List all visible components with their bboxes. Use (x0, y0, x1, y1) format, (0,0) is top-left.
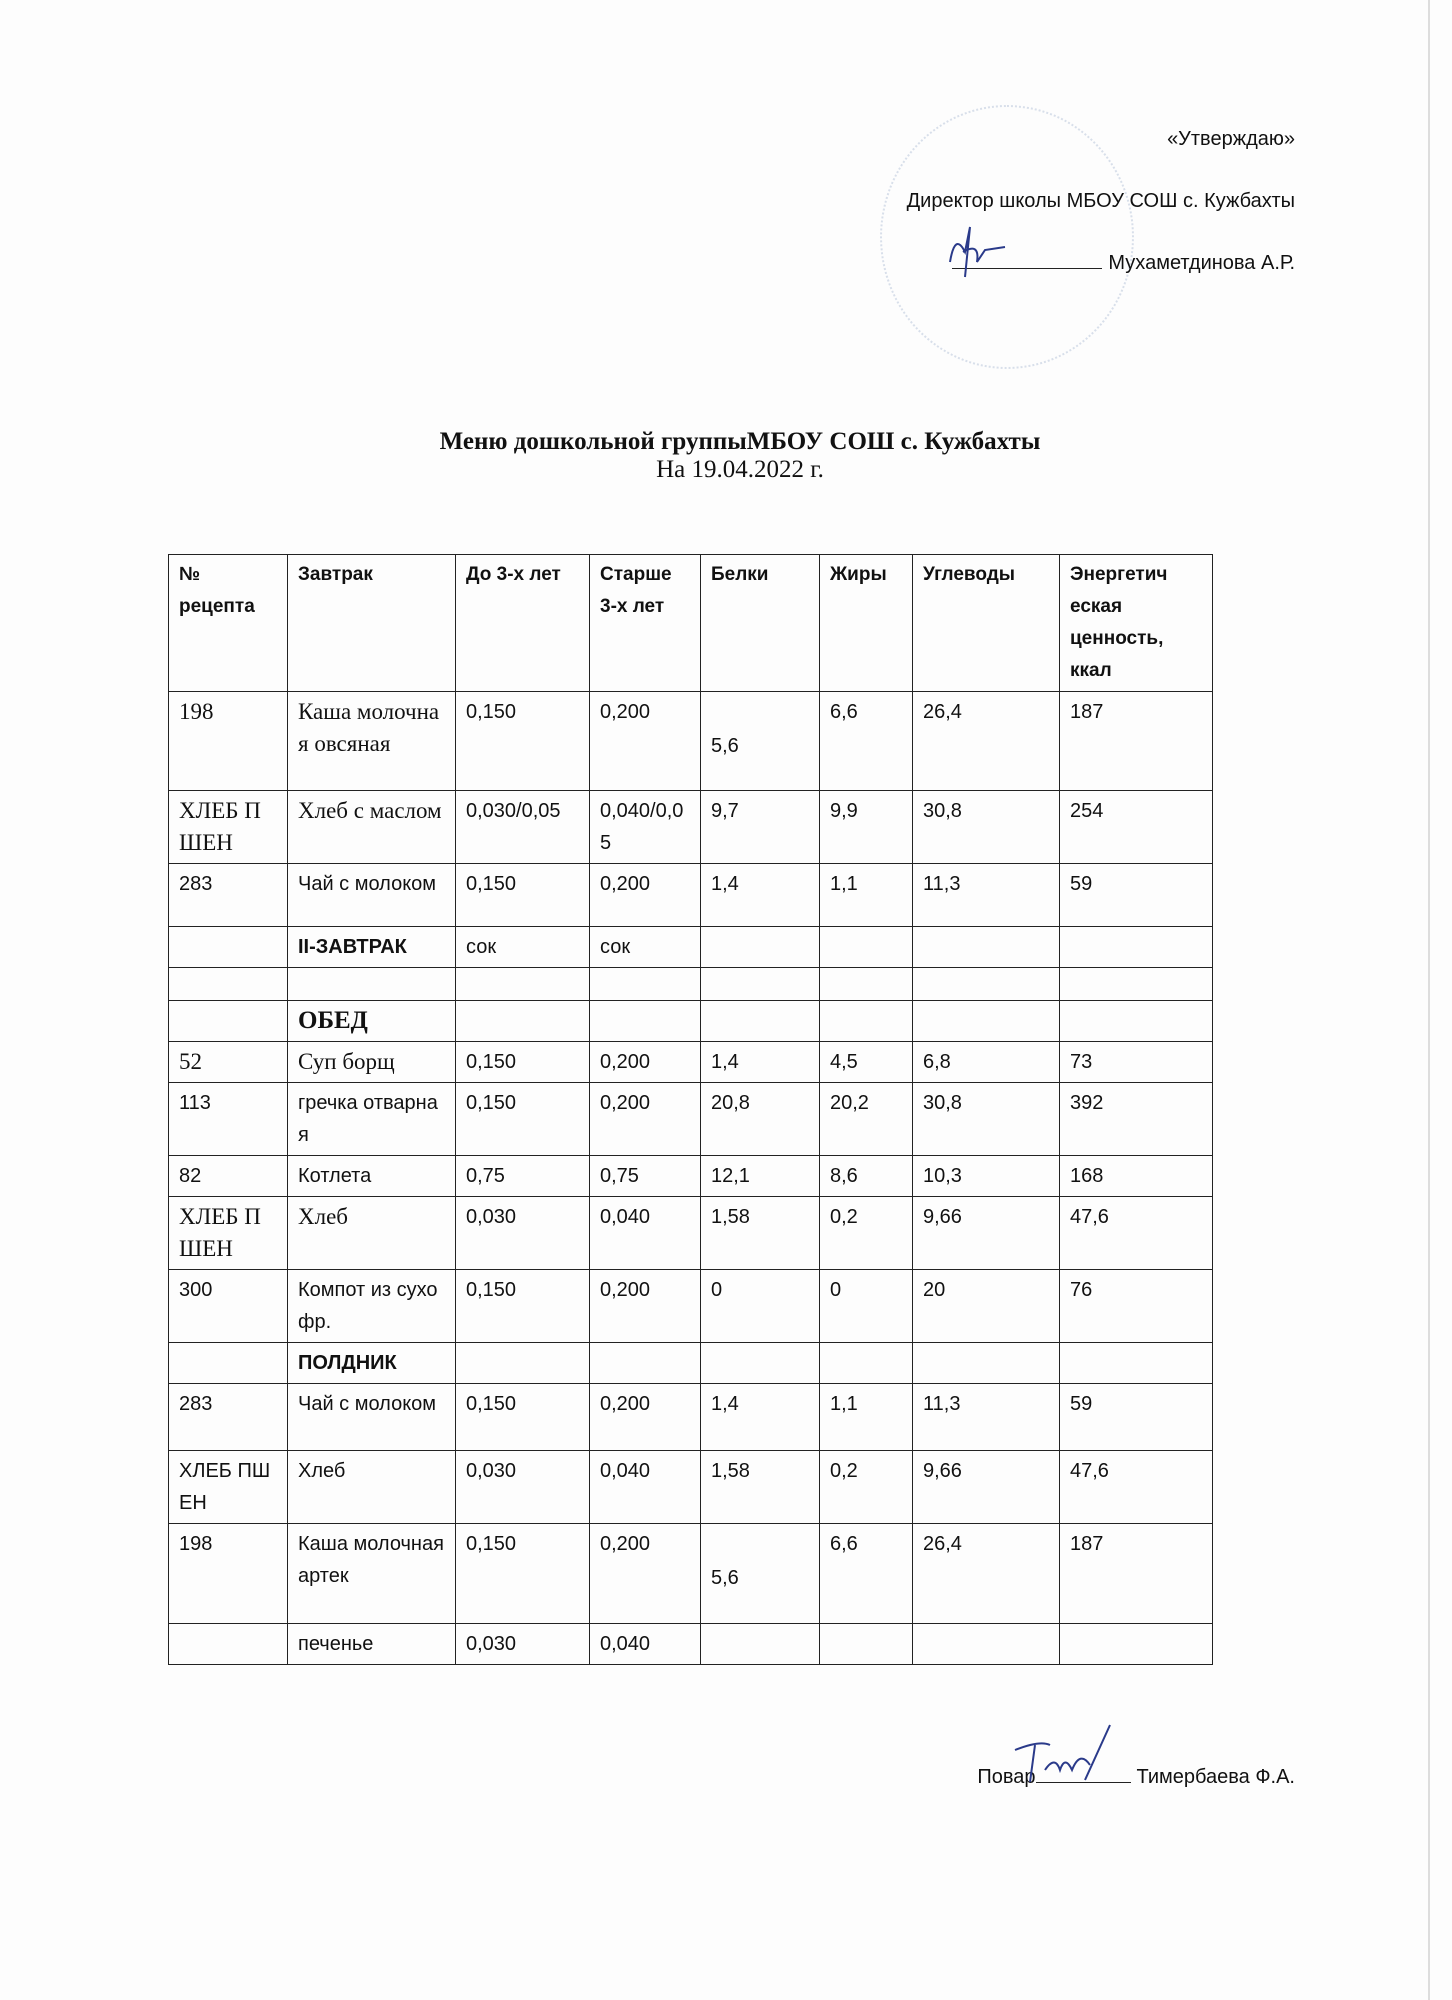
table-cell: 0,200 (590, 1270, 701, 1343)
table-cell (169, 1624, 288, 1665)
table-row (169, 927, 1213, 968)
table-cell: 0,2 (820, 1197, 913, 1270)
table-cell: Каша молочная овсяная (288, 692, 456, 791)
column-header: № рецепта (169, 555, 288, 692)
table-cell: ПОЛДНИК (288, 1343, 456, 1384)
table-cell: 20,8 (701, 1083, 820, 1156)
table-cell (1060, 1343, 1213, 1384)
table-cell: 0,2 (820, 1451, 913, 1524)
table-cell (169, 968, 288, 1001)
table-cell: 1,4 (701, 1042, 820, 1083)
table-cell: 0,150 (456, 1270, 590, 1343)
cook-signature (1010, 1720, 1120, 1790)
table-cell: 0,200 (590, 864, 701, 927)
table-cell: Каша молочная артек (288, 1524, 456, 1624)
table-cell (701, 1343, 820, 1384)
table-cell: 0,75 (590, 1156, 701, 1197)
column-header: Энергетич еская ценность, ккал (1060, 555, 1213, 692)
table-cell: 9,7 (701, 791, 820, 864)
table-row (169, 968, 1213, 1001)
table-cell (1060, 1624, 1213, 1665)
table-cell: 0,200 (590, 692, 701, 791)
table-cell: 20 (913, 1270, 1060, 1343)
table-cell (288, 968, 456, 1001)
table-cell: 283 (169, 864, 288, 927)
table-cell: 0,030 (456, 1197, 590, 1270)
table-cell (456, 968, 590, 1001)
table-cell: 168 (1060, 1156, 1213, 1197)
table-row (169, 864, 1213, 927)
table-cell: 0,150 (456, 1384, 590, 1451)
table-cell: 0,150 (456, 692, 590, 791)
table-cell (1060, 927, 1213, 968)
table-cell: 6,6 (820, 692, 913, 791)
table-cell: 0,150 (456, 1083, 590, 1156)
menu-heading: Меню дошкольной группыМБОУ СОШ с. Кужбахты (439, 428, 1041, 455)
table-cell: 0,030 (456, 1451, 590, 1524)
table-cell: 0,150 (456, 864, 590, 927)
cook-name: Тимербаева Ф.А. (1136, 1766, 1295, 1788)
table-cell: 6,6 (820, 1524, 913, 1624)
table-cell: 392 (1060, 1083, 1213, 1156)
table-cell: 11,3 (913, 1384, 1060, 1451)
table-cell: 1,1 (820, 1384, 913, 1451)
table-row (169, 1197, 1213, 1270)
table-row (169, 1343, 1213, 1384)
table-cell: 9,66 (913, 1451, 1060, 1524)
table-cell: 82 (169, 1156, 288, 1197)
table-cell: 59 (1060, 864, 1213, 927)
table-cell (701, 1624, 820, 1665)
table-cell: 0 (820, 1270, 913, 1343)
table-cell: 47,6 (1060, 1451, 1213, 1524)
table-cell (701, 968, 820, 1001)
table-cell: 73 (1060, 1042, 1213, 1083)
table-cell (820, 1001, 913, 1042)
table-cell: 187 (1060, 692, 1213, 791)
table-cell: Хлеб (288, 1197, 456, 1270)
menu-table (168, 554, 1213, 1665)
table-row (169, 1042, 1213, 1083)
table-cell: 254 (1060, 791, 1213, 864)
table-cell: сок (590, 927, 701, 968)
approval-label: «Утверждаю» (1167, 128, 1295, 150)
table-cell (169, 1343, 288, 1384)
table-cell: 26,4 (913, 1524, 1060, 1624)
approval-name: Мухаметдинова А.Р. (1108, 252, 1295, 274)
table-cell (913, 927, 1060, 968)
table-cell (913, 1343, 1060, 1384)
table-cell: 198 (169, 1524, 288, 1624)
table-cell: 4,5 (820, 1042, 913, 1083)
table-cell: II-ЗАВТРАК (288, 927, 456, 968)
table-cell (590, 1343, 701, 1384)
table-cell (1060, 1001, 1213, 1042)
table-cell (456, 1343, 590, 1384)
table-row (169, 1001, 1213, 1042)
table-cell: 5,6 (701, 1524, 820, 1624)
table-cell (590, 1001, 701, 1042)
table-cell (913, 1001, 1060, 1042)
table-cell: 0,040 (590, 1451, 701, 1524)
scan-edge (1428, 0, 1430, 2000)
cook-label: Повар (977, 1766, 1036, 1788)
table-cell: 20,2 (820, 1083, 913, 1156)
table-cell: 0,200 (590, 1384, 701, 1451)
table-cell: Чай с молоком (288, 864, 456, 927)
table-cell: печенье (288, 1624, 456, 1665)
table-cell (169, 927, 288, 968)
table-cell: Суп борщ (288, 1042, 456, 1083)
table-cell: 9,66 (913, 1197, 1060, 1270)
table-row (169, 1384, 1213, 1451)
column-header: До 3-х лет (456, 555, 590, 692)
table-cell: 30,8 (913, 791, 1060, 864)
table-cell: ХЛЕБ ПШЕН (169, 791, 288, 864)
table-cell: 76 (1060, 1270, 1213, 1343)
table-cell: 0,200 (590, 1083, 701, 1156)
table-cell: 0,040 (590, 1624, 701, 1665)
table-cell (913, 1624, 1060, 1665)
table-cell (701, 927, 820, 968)
table-cell: 52 (169, 1042, 288, 1083)
table-cell: 1,1 (820, 864, 913, 927)
table-row (169, 1451, 1213, 1524)
table-cell: 0 (701, 1270, 820, 1343)
table-cell: 0,150 (456, 1524, 590, 1624)
director-signature (935, 222, 1015, 282)
table-cell: ХЛЕБ ПШЕН (169, 1451, 288, 1524)
table-cell: 113 (169, 1083, 288, 1156)
table-cell: Чай с молоком (288, 1384, 456, 1451)
table-cell: 0,030/0,05 (456, 791, 590, 864)
document-title (0, 428, 1452, 484)
table-cell (820, 968, 913, 1001)
table-cell: 59 (1060, 1384, 1213, 1451)
table-cell (169, 1001, 288, 1042)
table-row (169, 1524, 1213, 1624)
table-cell: 0,200 (590, 1524, 701, 1624)
table-cell: 11,3 (913, 864, 1060, 927)
column-header: Старше 3-х лет (590, 555, 701, 692)
table-cell (820, 1624, 913, 1665)
table-cell (1060, 968, 1213, 1001)
table-cell: 1,4 (701, 864, 820, 927)
table-cell (820, 927, 913, 968)
table-cell: 187 (1060, 1524, 1213, 1624)
table-cell: 1,4 (701, 1384, 820, 1451)
table-row (169, 791, 1213, 864)
column-header: Завтрак (288, 555, 456, 692)
table-cell: 0,75 (456, 1156, 590, 1197)
table-cell: 9,9 (820, 791, 913, 864)
table-cell: 47,6 (1060, 1197, 1213, 1270)
table-cell: Компот из сухофр. (288, 1270, 456, 1343)
table-cell: 0,040 (590, 1197, 701, 1270)
table-cell: 26,4 (913, 692, 1060, 791)
table-cell: 6,8 (913, 1042, 1060, 1083)
table-cell: 10,3 (913, 1156, 1060, 1197)
table-cell: ОБЕД (288, 1001, 456, 1042)
table-cell: Хлеб (288, 1451, 456, 1524)
table-row (169, 1624, 1213, 1665)
table-cell: ХЛЕБ ПШЕН (169, 1197, 288, 1270)
table-cell: Котлета (288, 1156, 456, 1197)
table-row (169, 1156, 1213, 1197)
table-cell: 300 (169, 1270, 288, 1343)
table-cell: 5,6 (701, 692, 820, 791)
column-header: Углеводы (913, 555, 1060, 692)
table-cell (701, 1001, 820, 1042)
table-cell (590, 968, 701, 1001)
menu-date: На 19.04.2022 г. (656, 456, 824, 483)
table-cell: 30,8 (913, 1083, 1060, 1156)
table-cell: 1,58 (701, 1451, 820, 1524)
table-row (169, 1270, 1213, 1343)
table-row (169, 1083, 1213, 1156)
table-cell (913, 968, 1060, 1001)
table-cell (820, 1343, 913, 1384)
table-cell: 0,030 (456, 1624, 590, 1665)
approval-position: Директор школы МБОУ СОШ с. Кужбахты (906, 190, 1295, 212)
table-cell: 0,040/0,05 (590, 791, 701, 864)
table-cell: 0,150 (456, 1042, 590, 1083)
table-cell: гречка отварная (288, 1083, 456, 1156)
table-row (169, 692, 1213, 791)
table-cell: сок (456, 927, 590, 968)
table-header-row (169, 555, 1213, 692)
table-cell (456, 1001, 590, 1042)
table-cell: 0,200 (590, 1042, 701, 1083)
table-cell: Хлеб с маслом (288, 791, 456, 864)
table-cell: 198 (169, 692, 288, 791)
table-cell: 1,58 (701, 1197, 820, 1270)
table-cell: 283 (169, 1384, 288, 1451)
column-header: Белки (701, 555, 820, 692)
column-header: Жиры (820, 555, 913, 692)
table-cell: 8,6 (820, 1156, 913, 1197)
table-cell: 12,1 (701, 1156, 820, 1197)
